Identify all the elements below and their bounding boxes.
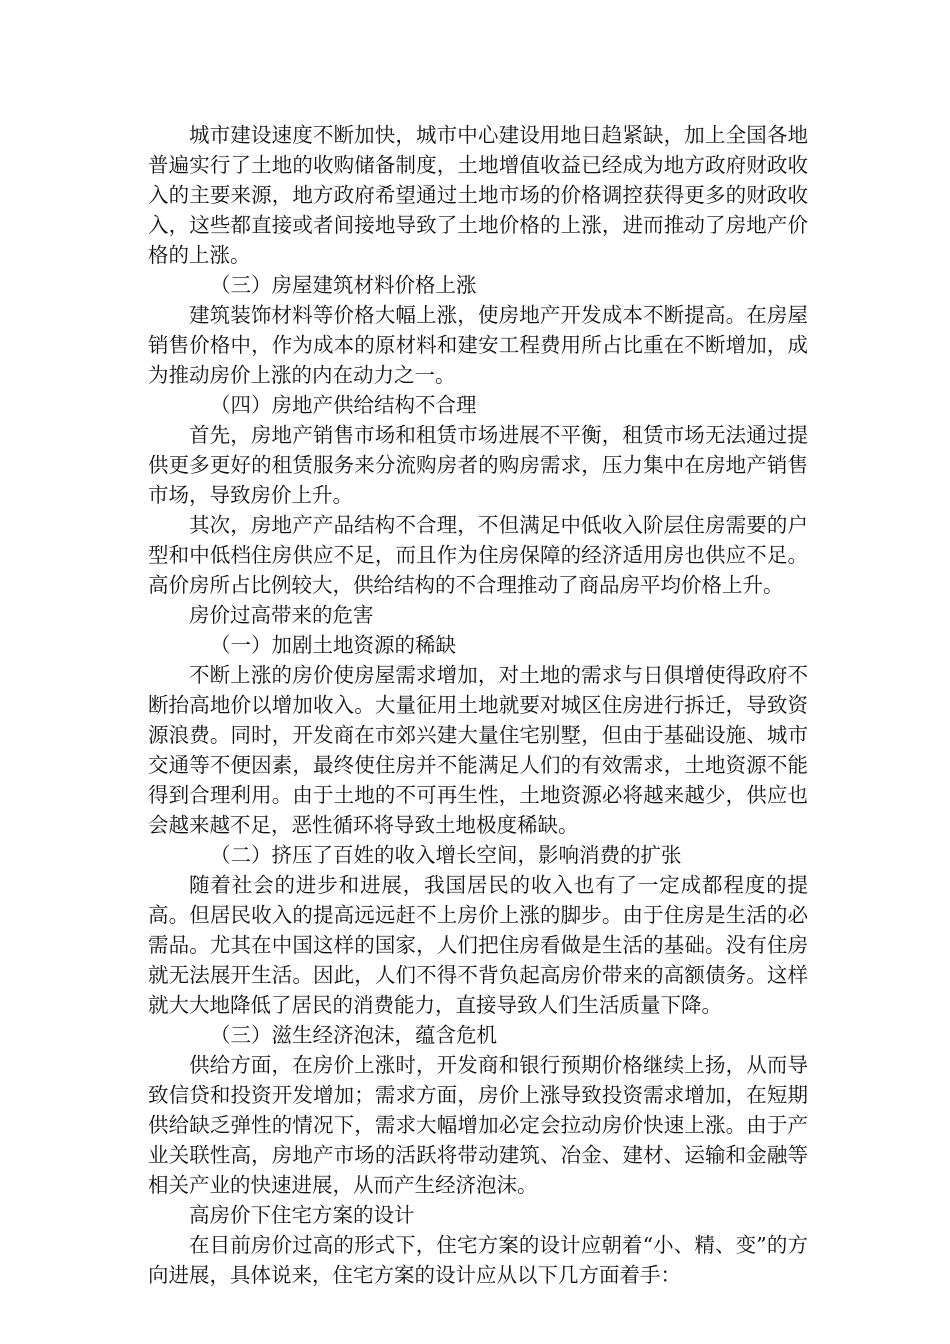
paragraph-income-squeeze: 随着社会的进步和进展，我国居民的收入也有了一定成都程度的提高。但居民收入的提高远远赶不上房价上涨的脚步。由于住房是生活的必需品。尤其在中国这样的国家，人们把住房看做是生活的基础。没有住房就无法展开生活。因此，人们不得不背负起高房价带来的高额债务。这样就大大地降低了居民的消费能力，直接导致人们生活质量下降。 bbox=[148, 873, 808, 1017]
document-page bbox=[148, 120, 808, 1290]
paragraph-land-price: 城市建设速度不断加快，城市中心建设用地日趋紧缺，加上全国各地普遍实行了土地的收购储备制度，土地增值收益已经成为地方政府财政收入的主要来源，地方政府希望通过土地市场的价格调控获得更多的财政收入，这些都直接或者间接地导致了土地价格的上涨，进而推动了房地产价格的上涨。 bbox=[148, 123, 808, 267]
paragraph-supply-first: 首先，房地产销售市场和租赁市场进展不平衡，租赁市场无法通过提供更多更好的租赁服务来分流购房者的购房需求，压力集中在房地产销售市场，导致房价上升。 bbox=[148, 423, 808, 507]
paragraph-economic-bubble: 供给方面，在房价上涨时，开发商和银行预期价格继续上扬，从而导致信贷和投资开发增加；需求方面，房价上涨导致投资需求增加，在短期供给缺乏弹性的情况下，需求大幅增加必定会拉动房价快速上涨。由于产业关联性高，房地产市场的活跃将带动建筑、冶金、建材、运输和金融等相关产业的快速进展，从而产生经济泡沫。 bbox=[148, 1053, 808, 1197]
subheading-economic-bubble: （三）滋生经济泡沫，蕴含危机 bbox=[210, 1023, 497, 1047]
subheading-supply-structure: （四）房地产供给结构不合理 bbox=[210, 393, 477, 417]
paragraph-building-materials: 建筑装饰材料等价格大幅上涨，使房地产开发成本不断提高。在房屋销售价格中，作为成本的原材料和建安工程费用所占比重在不断增加，成为推动房价上涨的内在动力之一。 bbox=[148, 303, 808, 387]
section-heading-housing-design: 高房价下住宅方案的设计 bbox=[189, 1203, 415, 1227]
paragraph-housing-design: 在目前房价过高的形式下，住宅方案的设计应朝着“小、精、变”的方向进展，具体说来，住宅方案的设计应从以下几方面着手： bbox=[148, 1233, 808, 1287]
section-heading-harms: 房价过高带来的危害 bbox=[189, 603, 374, 627]
subheading-income-squeeze: （二）挤压了百姓的收入增长空间，影响消费的扩张 bbox=[210, 843, 682, 867]
paragraph-land-scarcity: 不断上涨的房价使房屋需求增加，对土地的需求与日俱增使得政府不断抬高地价以增加收入。大量征用土地就要对城区住房进行拆迁，导致资源浪费。同时，开发商在市郊兴建大量住宅别墅，但由于基础设施、城市交通等不便因素，最终使住房并不能满足人们的有效需求，土地资源不能得到合理利用。由于土地的不可再生性，土地资源必将越来越少，供应也会越来越不足，恶性循环将导致土地极度稀缺。 bbox=[148, 663, 808, 837]
subheading-land-scarcity: （一）加剧土地资源的稀缺 bbox=[210, 633, 456, 657]
subheading-building-materials: （三）房屋建筑材料价格上涨 bbox=[210, 273, 477, 297]
paragraph-supply-second: 其次，房地产产品结构不合理，不但满足中低收入阶层住房需要的户型和中低档住房供应不足，而且作为住房保障的经济适用房也供应不足。高价房所占比例较大，供给结构的不合理推动了商品房平均价格上升。 bbox=[148, 513, 808, 597]
